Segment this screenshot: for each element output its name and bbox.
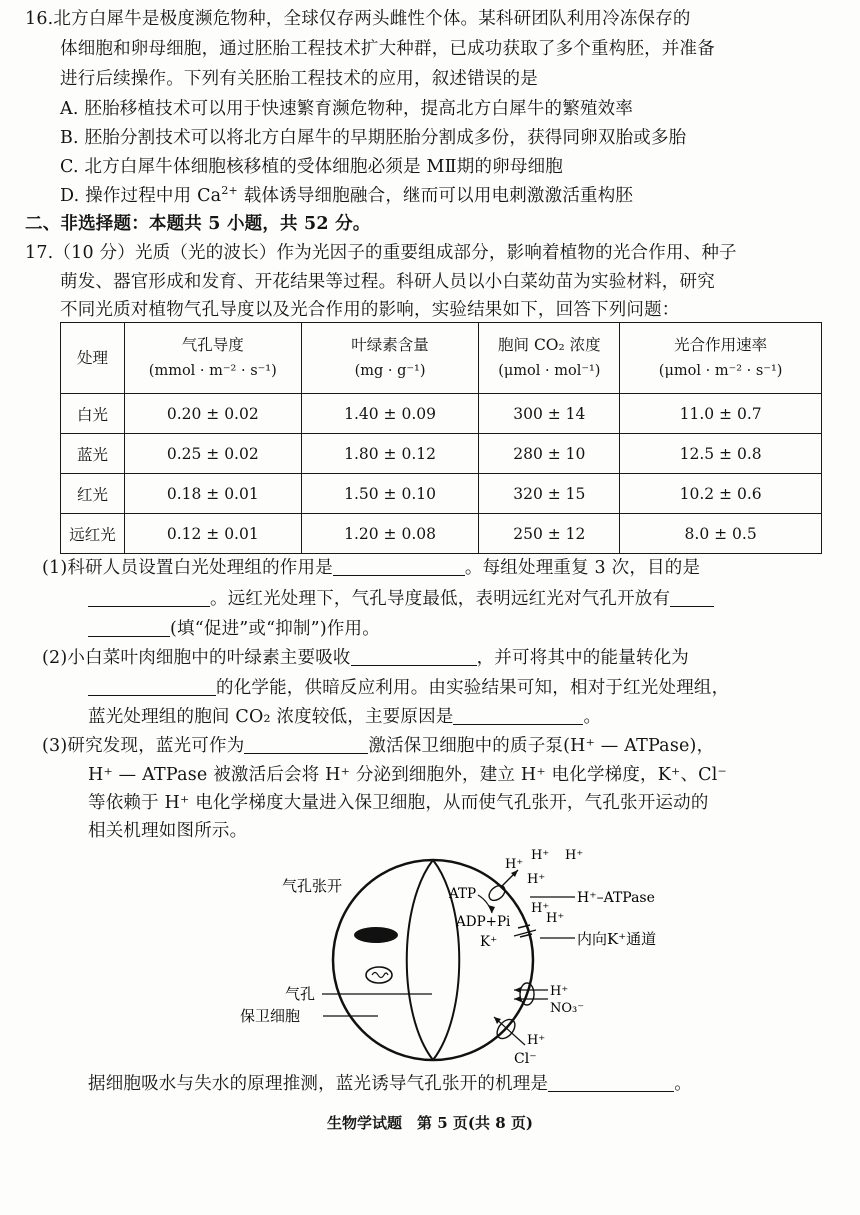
atpase-label: H⁺–ATPase: [577, 890, 655, 906]
answer-blank[interactable]: [88, 588, 210, 607]
q17-part3-line-4: 相关机理如图所示。: [88, 821, 248, 841]
q17-stem-line-1: 17.（10 分）光质（光的波长）作为光因子的重要组成部分，影响着植物的光合作用、种子: [25, 243, 737, 263]
h-ion-label: H⁺: [505, 857, 524, 872]
table-row: [61, 514, 822, 554]
arrowhead-icon: [514, 996, 521, 1002]
h-ion-label: H⁺: [546, 911, 565, 926]
h-ion-label: H⁺: [527, 872, 546, 887]
k-ion-label: K⁺: [480, 934, 498, 950]
header-photosynthesis-rate: 光合作用速率 (μmol · m⁻² · s⁻¹): [620, 323, 822, 394]
h-ion-label: H⁺: [531, 901, 550, 916]
q17-part3-line-2: H⁺ — ATPase 被激活后会将 H⁺ 分泌到细胞外，建立 H⁺ 电化学梯度，K⁺、Cl⁻: [88, 765, 727, 785]
header-intercellular-co2: 胞间 CO₂ 浓度 (μmol · mol⁻¹): [479, 323, 620, 394]
results-table: [60, 322, 822, 554]
nucleus-detail: [372, 973, 388, 978]
answer-blank[interactable]: [453, 706, 583, 725]
arrowhead-icon: [514, 987, 521, 993]
h-ion-label: H⁺: [531, 848, 550, 863]
table-cell: 320 ± 15: [479, 474, 620, 514]
table-header-row: [61, 323, 822, 394]
table-cell: 红光: [61, 474, 125, 514]
q17-stem-line-3: 不同光质对植物气孔导度以及光合作用的影响，实验结果如下，回答下列问题：: [60, 300, 680, 320]
adp-label: ADP+Pi: [456, 914, 511, 930]
answer-blank[interactable]: [670, 588, 714, 607]
q17-part1-line-3: (填“促进”或“抑制”)作用。: [88, 618, 380, 640]
table-cell: 1.40 ± 0.09: [301, 394, 479, 434]
q17-part3-line-1: (3)研究发现，蓝光可作为 激活保卫细胞中的质子泵(H⁺ — ATPase)，: [42, 736, 715, 756]
table-cell: 0.18 ± 0.01: [124, 474, 301, 514]
answer-blank[interactable]: [333, 557, 465, 576]
table-cell: 0.20 ± 0.02: [124, 394, 301, 434]
table-cell: 0.12 ± 0.01: [124, 514, 301, 554]
q17-part2-line-3: 蓝光处理组的胞间 CO₂ 浓度较低，主要原因是 。: [88, 707, 602, 727]
table-row: [61, 434, 822, 474]
table-cell: 蓝光: [61, 434, 125, 474]
answer-blank[interactable]: [351, 647, 477, 666]
q17-part1-line-1: (1)科研人员设置白光处理组的作用是 。每组处理重复 3 次，目的是: [42, 558, 701, 578]
answer-blank[interactable]: [244, 735, 368, 754]
arrowhead-icon: [488, 905, 495, 913]
answer-blank[interactable]: [548, 1073, 674, 1092]
table-cell: 0.25 ± 0.02: [124, 434, 301, 474]
table-cell: 1.20 ± 0.08: [301, 514, 479, 554]
guard-cell-diagram: [225, 838, 695, 1078]
header-stomatal-conductance: 气孔导度 (mmol · m⁻² · s⁻¹): [124, 323, 301, 394]
q16-option-c: C. 北方白犀牛体细胞核移植的受体细胞必须是 MⅡ期的卵母细胞: [60, 157, 563, 177]
h-ion-label: H⁺: [565, 848, 584, 863]
q17-part3-line-3: 等依赖于 H⁺ 电化学梯度大量进入保卫细胞，从而使气孔张开，气孔张开运动的: [88, 793, 709, 813]
cell-outline: [333, 860, 533, 1060]
atp-label: ATP: [449, 886, 477, 902]
table-cell: 1.50 ± 0.10: [301, 474, 479, 514]
q17-stem-line-2: 萌发、器官形成和发育、开花结果等过程。科研人员以小白菜幼苗为实验材料，研究: [60, 272, 715, 292]
q17-part3-final-line: 据细胞吸水与失水的原理推测，蓝光诱导气孔张开的机理是 。: [88, 1074, 692, 1094]
channel-label: 内向K⁺通道: [577, 930, 657, 948]
section-heading: 二、非选择题：本题共 5 小题，共 52 分。: [25, 214, 371, 234]
header-treatment: 处理: [61, 323, 125, 394]
proton-pump-icon: [486, 883, 508, 904]
h-ion-label: H⁺: [527, 1033, 546, 1048]
table-row: [61, 474, 822, 514]
q17-part1-line-2: 。远红光处理下，气孔导度最低，表明远红光对气孔开放有: [88, 588, 714, 610]
table-cell: 250 ± 12: [479, 514, 620, 554]
table-cell: 1.80 ± 0.12: [301, 434, 479, 474]
header-chlorophyll: 叶绿素含量 (mg · g⁻¹): [301, 323, 479, 394]
q16-stem-line-2: 体细胞和卵母细胞，通过胚胎工程技术扩大种群，已成功获取了多个重构胚，并准备: [60, 39, 715, 59]
table-row: [61, 394, 822, 434]
table-cell: 280 ± 10: [479, 434, 620, 474]
table-cell: 白光: [61, 394, 125, 434]
q17-part2-line-2: 的化学能，供暗反应利用。由实验结果可知，相对于红光处理组，: [88, 677, 729, 699]
answer-blank[interactable]: [88, 677, 216, 696]
q17-part2-line-1: (2)小白菜叶肉细胞中的叶绿素主要吸收 ，并可将其中的能量转化为: [42, 648, 689, 668]
q16-option-b: B. 胚胎分割技术可以将北方白犀牛的早期胚胎分割成多份，获得同卵双胎或多胎: [60, 128, 687, 148]
nitrate-label: NO₃⁻: [550, 1001, 585, 1016]
table-cell: 11.0 ± 0.7: [620, 394, 822, 434]
guard-cell-label: 保卫细胞: [240, 1007, 301, 1025]
table-cell: 300 ± 14: [479, 394, 620, 434]
page-footer: 生物学试题 第 5 页(共 8 页): [327, 1114, 533, 1132]
nucleus-shape: [366, 967, 392, 983]
answer-blank[interactable]: [88, 618, 170, 637]
q16-option-d: D. 操作过程中用 $Ca^{2+}$ 载体诱导细胞融合，继而可以用电刺激激活重构胚: [60, 184, 634, 206]
stoma-label: 气孔: [285, 985, 316, 1003]
table-cell: 8.0 ± 0.5: [620, 514, 822, 554]
q16-option-a: A. 胚胎移植技术可以用于快速繁育濒危物种，提高北方白犀牛的繁殖效率: [60, 99, 634, 119]
h-ion-label: H⁺: [550, 984, 569, 999]
q16-stem-line-3: 进行后续操作。下列有关胚胎工程技术的应用，叙述错误的是: [60, 69, 538, 89]
chloride-label: Cl⁻: [514, 1051, 537, 1067]
table-cell: 远红光: [61, 514, 125, 554]
q16-stem-line-1: 16.北方白犀牛是极度濒危物种，全球仅存两头雌性个体。某科研团队利用冷冻保存的: [25, 9, 691, 29]
vacuole-shape: [354, 927, 398, 943]
table-cell: 12.5 ± 0.8: [620, 434, 822, 474]
diagram-title: 气孔张开: [282, 877, 343, 895]
table-cell: 10.2 ± 0.6: [620, 474, 822, 514]
pore-left-edge: [407, 860, 433, 1060]
